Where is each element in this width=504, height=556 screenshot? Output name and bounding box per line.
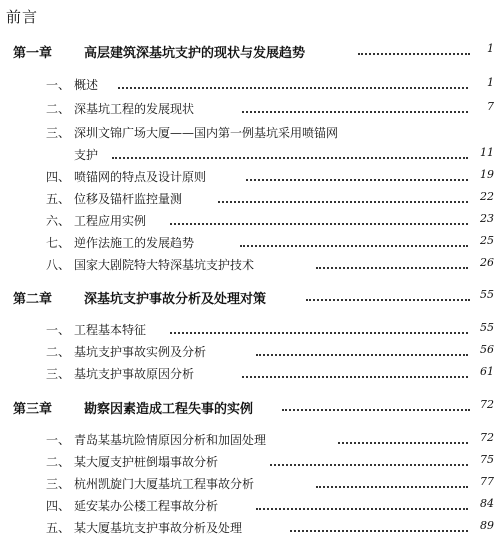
section-number: 二、: [45, 455, 70, 469]
section-row: [0, 190, 504, 212]
section-number: 一、: [45, 78, 70, 92]
section-title: 深圳文锦广场大厦——国内第一例基坑采用喷锚网: [74, 126, 339, 140]
section-number: 五、: [45, 192, 70, 206]
section-row: [0, 453, 504, 475]
section-number: 四、: [45, 499, 70, 513]
dot-leader: [316, 486, 468, 488]
section-row: [0, 365, 504, 387]
section-number: 六、: [45, 214, 70, 228]
section-title: 概述: [74, 78, 99, 92]
section-title: 位移及锚杆监控量测: [74, 192, 183, 206]
dot-leader: [358, 53, 470, 55]
section-row: [0, 124, 504, 146]
dot-leader: [282, 409, 470, 411]
section-row: [0, 343, 504, 365]
dot-leader: [112, 157, 468, 159]
preface-heading: 前言: [6, 8, 39, 26]
section-title-continued: 支护: [74, 148, 99, 162]
page-number: 26: [480, 256, 494, 269]
section-row: [0, 256, 504, 278]
chapter-title: 高层建筑深基坑支护的现状与发展趋势: [84, 46, 306, 61]
page-number: 72: [480, 398, 494, 411]
dot-leader: [256, 354, 468, 356]
section-row: [0, 168, 504, 190]
page-number: 23: [480, 212, 494, 225]
section-number: 二、: [45, 345, 70, 359]
section-number: 四、: [45, 170, 70, 184]
page-number: 89: [480, 519, 494, 532]
section-row: [0, 431, 504, 453]
section-row: [0, 497, 504, 519]
dot-leader: [118, 87, 468, 89]
section-title: 某大厦基坑支护事故分析及处理: [74, 521, 243, 535]
dot-leader: [270, 464, 468, 466]
section-number: 五、: [45, 521, 70, 535]
dot-leader: [316, 267, 468, 269]
dot-leader: [240, 245, 468, 247]
page-number: 55: [480, 288, 494, 301]
section-title: 深基坑工程的发展现状: [74, 102, 195, 116]
page-number: 61: [480, 365, 494, 378]
section-number: 一、: [45, 433, 70, 447]
chapter-2-row: [0, 288, 504, 310]
chapter-number: 第一章: [13, 46, 53, 61]
page-number: 55: [480, 321, 494, 334]
dot-leader: [242, 111, 468, 113]
dot-leader: [338, 442, 468, 444]
section-number: 二、: [45, 102, 70, 116]
section-title: 喷锚网的特点及设计原则: [74, 170, 207, 184]
page-number: 7: [487, 100, 494, 113]
section-row: [0, 321, 504, 343]
section-number: 一、: [45, 323, 70, 337]
section-number: 三、: [45, 367, 70, 381]
section-row: [0, 212, 504, 234]
page-number: 22: [480, 190, 494, 203]
dot-leader: [246, 179, 468, 181]
dot-leader: [290, 530, 468, 532]
dot-leader: [218, 201, 468, 203]
section-title: 基坑支护事故实例及分析: [74, 345, 207, 359]
chapter-number: 第三章: [13, 402, 53, 417]
page-number: 19: [480, 168, 494, 181]
section-row: [0, 76, 504, 98]
dot-leader: [306, 299, 470, 301]
section-row: [0, 234, 504, 256]
chapter-number: 第二章: [13, 292, 53, 307]
page-number: 56: [480, 343, 494, 356]
section-title: 逆作法施工的发展趋势: [74, 236, 195, 250]
chapter-1-row: [0, 42, 504, 64]
chapter-title: 深基坑支护事故分析及处理对策: [84, 292, 267, 307]
section-row-continued: [0, 146, 504, 168]
section-title: 杭州凯旋门大厦基坑工程事故分析: [74, 477, 255, 491]
dot-leader: [170, 223, 468, 225]
section-title: 青岛某基坑险情原因分析和加固处理: [74, 433, 267, 447]
section-title: 延安某办公楼工程事故分析: [74, 499, 219, 513]
section-row: [0, 519, 504, 541]
section-title: 国家大剧院特大特深基坑支护技术: [74, 258, 255, 272]
chapter-3-row: [0, 398, 504, 420]
section-number: 八、: [45, 258, 70, 272]
page-number: 72: [480, 431, 494, 444]
section-title: 工程基本特征: [74, 323, 147, 337]
page-number: 77: [480, 475, 494, 488]
section-number: 七、: [45, 236, 70, 250]
page-number: 1: [487, 76, 494, 89]
dot-leader: [170, 332, 468, 334]
section-title: 某大厦支护桩倒塌事故分析: [74, 455, 219, 469]
page-number: 11: [480, 146, 494, 159]
section-title: 基坑支护事故原因分析: [74, 367, 195, 381]
section-number: 三、: [45, 126, 70, 140]
page-number: 1: [487, 42, 494, 55]
dot-leader: [256, 508, 468, 510]
chapter-title: 勘察因素造成工程失事的实例: [84, 402, 254, 417]
section-number: 三、: [45, 477, 70, 491]
dot-leader: [242, 376, 468, 378]
section-row: [0, 475, 504, 497]
page-number: 25: [480, 234, 494, 247]
page-number: 84: [480, 497, 494, 510]
page-number: 75: [480, 453, 494, 466]
section-title: 工程应用实例: [74, 214, 147, 228]
section-row: [0, 100, 504, 122]
